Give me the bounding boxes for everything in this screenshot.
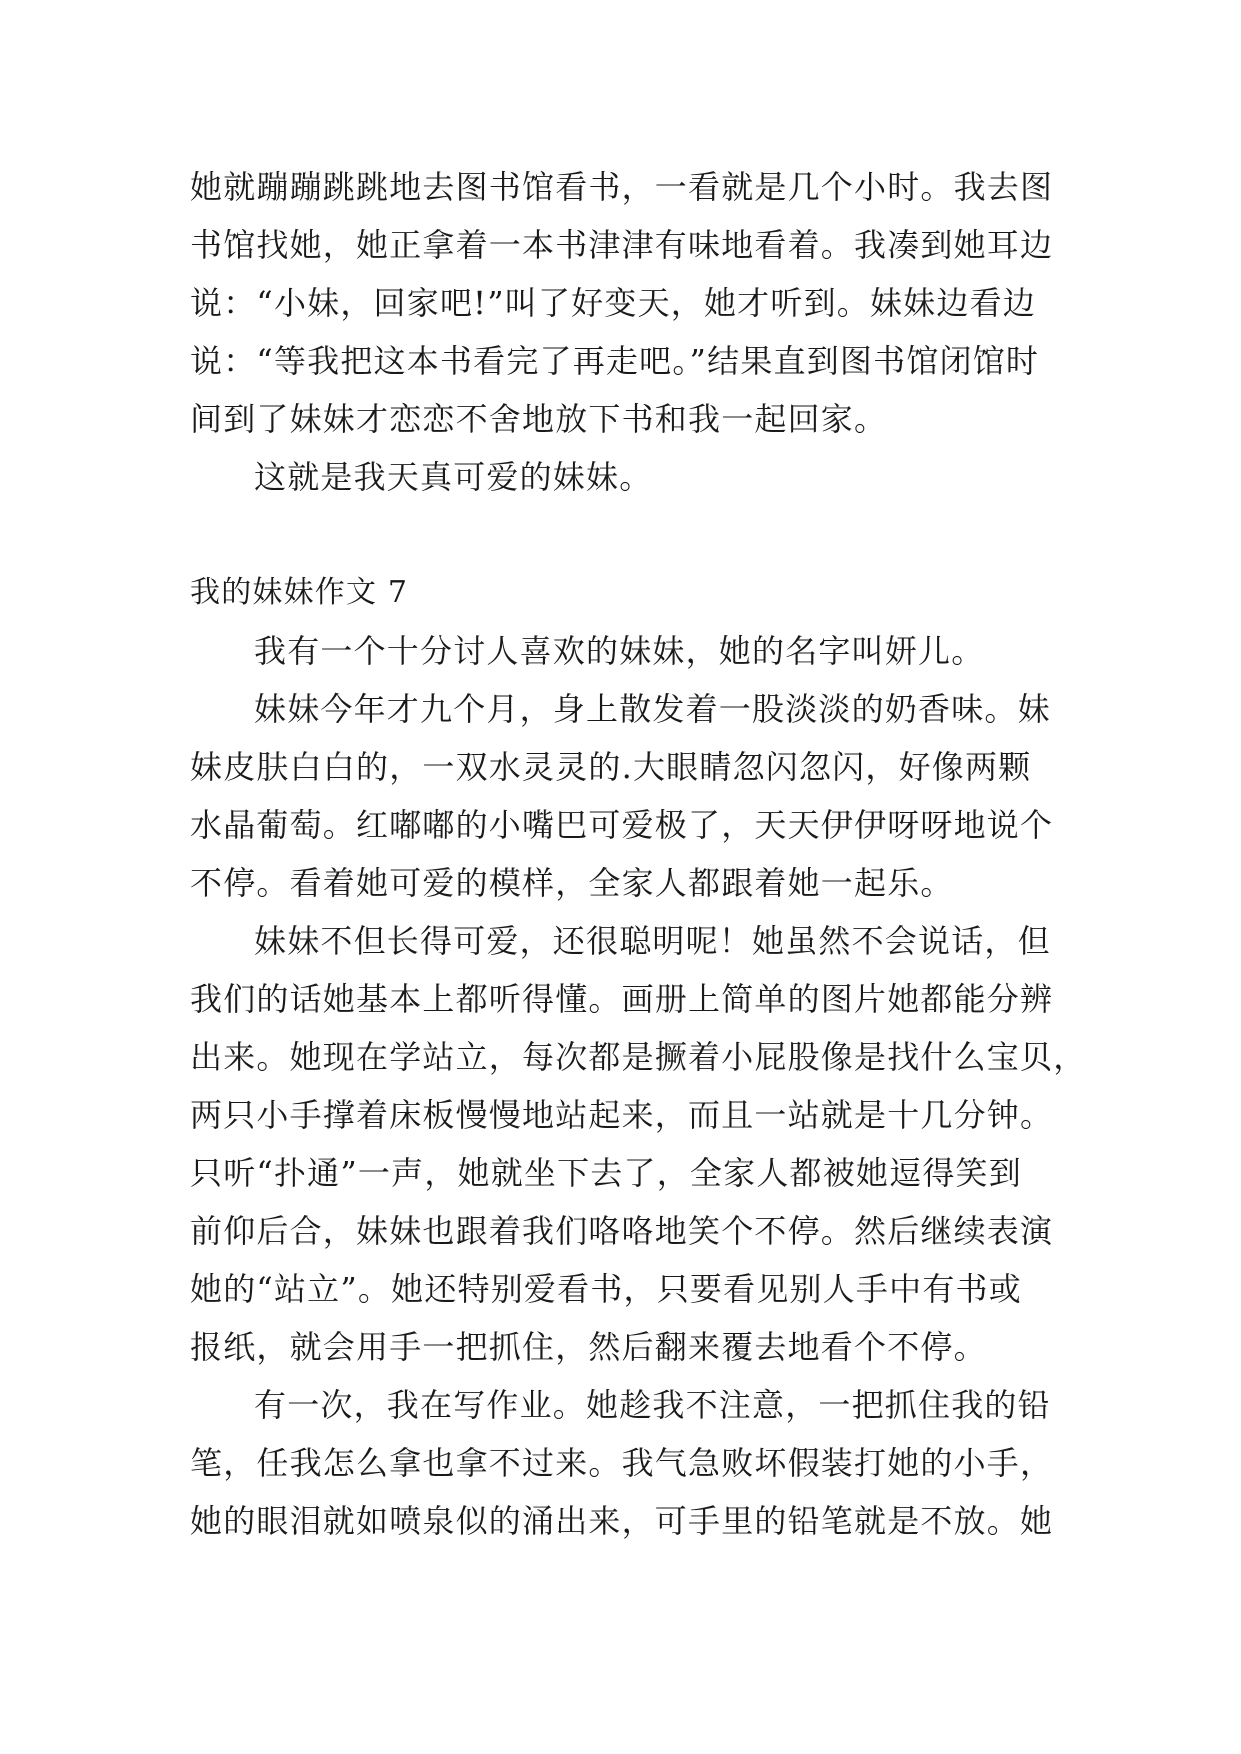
text-line: 书馆找她，她正拿着一本书津津有味地看着。我凑到她耳边 [190, 226, 1054, 264]
text-line: 我有一个十分讨人喜欢的妹妹，她的名字叫妍儿。 [254, 632, 985, 670]
text-line: 不停。看着她可爱的模样，全家人都跟着她一起乐。 [190, 864, 954, 902]
text-line: 间到了妹妹才恋恋不舍地放下书和我一起回家。 [190, 400, 888, 438]
section-title: 我的妹妹作文 7 [190, 575, 409, 610]
text-line: 前仰后合，妹妹也跟着我们咯咯地笑个不停。然后继续表演 [190, 1212, 1054, 1250]
text-line: 她的“站立”。她还特别爱看书，只要看见别人手中有书或 [190, 1270, 1022, 1308]
text-line: 出来。她现在学站立，每次都是撅着小屁股像是找什么宝贝， [190, 1038, 1087, 1076]
text-line: 妹妹不但长得可爱，还很聪明呢！她虽然不会说话，但 [254, 922, 1051, 960]
text-line: 我们的话她基本上都听得懂。画册上简单的图片她都能分辨 [190, 980, 1054, 1018]
text-line: 她的眼泪就如喷泉似的涌出来，可手里的铅笔就是不放。她 [190, 1502, 1054, 1540]
text-line: 只听“扑通”一声，她就坐下去了，全家人都被她逗得笑到 [190, 1154, 1022, 1192]
document-page [190, 158, 1087, 1550]
text-line: 报纸，就会用手一把抓住，然后翻来覆去地看个不停。 [190, 1328, 987, 1366]
text-line: 说：“等我把这本书看完了再走吧。”结果直到图书馆闭馆时 [190, 342, 1040, 380]
text-line: 笔，任我怎么拿也拿不过来。我气急败坏假装打她的小手， [190, 1444, 1054, 1482]
closing-line: 这就是我天真可爱的妹妹。 [254, 458, 653, 496]
text-line: 水晶葡萄。红嘟嘟的小嘴巴可爱极了，天天伊伊呀呀地说个 [190, 806, 1054, 844]
text-line: 她就蹦蹦跳跳地去图书馆看书，一看就是几个小时。我去图 [190, 168, 1054, 206]
text-line: 有一次，我在写作业。她趁我不注意，一把抓住我的铅 [254, 1386, 1051, 1424]
text-line: 说：“小妹，回家吧!”叫了好变天，她才听到。妹妹边看边 [190, 284, 1036, 322]
text-line: 妹皮肤白白的，一双水灵灵的.大眼睛忽闪忽闪，好像两颗 [190, 748, 1032, 786]
text-line: 妹妹今年才九个月，身上散发着一股淡淡的奶香味。妹 [254, 690, 1051, 728]
section-gap [190, 506, 1060, 564]
text-line: 两只小手撑着床板慢慢地站起来，而且一站就是十几分钟。 [190, 1096, 1054, 1134]
